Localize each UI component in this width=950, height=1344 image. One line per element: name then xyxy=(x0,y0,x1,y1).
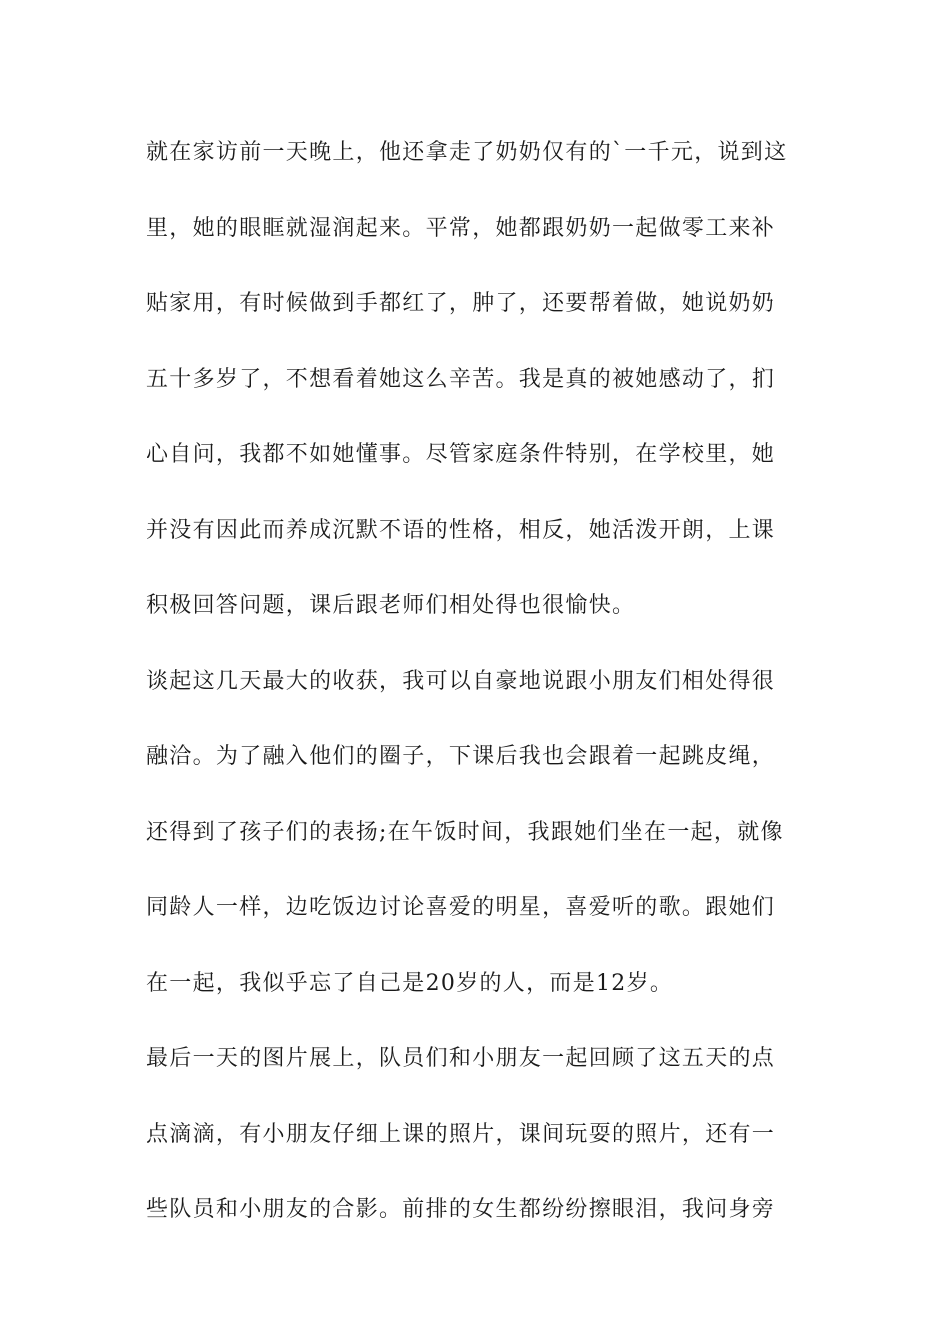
text-line-5: 心自问，我都不如她懂事。尽管家庭条件特别，在学校里，她 xyxy=(146,442,776,467)
text-line-13: 最后一天的图片展上，队员们和小朋友一起回顾了这五天的点 xyxy=(146,1046,776,1071)
text-line-10: 还得到了孩子们的表扬;在午饭时间，我跟她们坐在一起，就像 xyxy=(146,819,784,845)
text-line-12: 在一起，我似乎忘了自己是20岁的人，而是12岁。 xyxy=(146,970,674,996)
text-line-9: 融洽。为了融入他们的圈子，下课后我也会跟着一起跳皮绳， xyxy=(146,744,776,769)
text-line-8: 谈起这几天最大的收获，我可以自豪地说跟小朋友们相处得很 xyxy=(146,668,776,694)
text-line-4: 五十多岁了，不想看着她这么辛苦。我是真的被她感动了，扪 xyxy=(146,366,776,392)
body-text xyxy=(146,128,816,1261)
text-line-7: 积极回答问题，课后跟老师们相处得也很愉快。 xyxy=(146,593,636,618)
text-line-3: 贴家用，有时候做到手都红了，肿了，还要帮着做，她说奶奶 xyxy=(146,291,776,316)
text-line-14: 点滴滴，有小朋友仔细上课的照片，课间玩耍的照片，还有一 xyxy=(146,1121,776,1147)
text-line-15: 些队员和小朋友的合影。前排的女生都纷纷擦眼泪，我问身旁 xyxy=(146,1197,776,1222)
text-line-11: 同龄人一样，边吃饭边讨论喜爱的明星，喜爱听的歌。跟她们 xyxy=(146,895,776,920)
text-line-1: 就在家访前一天晚上，他还拿走了奶奶仅有的`一千元，说到这 xyxy=(146,140,788,165)
text-line-6: 并没有因此而养成沉默不语的性格，相反，她活泼开朗，上课 xyxy=(146,517,776,543)
text-line-2: 里，她的眼眶就湿润起来。平常，她都跟奶奶一起做零工来补 xyxy=(146,215,776,241)
